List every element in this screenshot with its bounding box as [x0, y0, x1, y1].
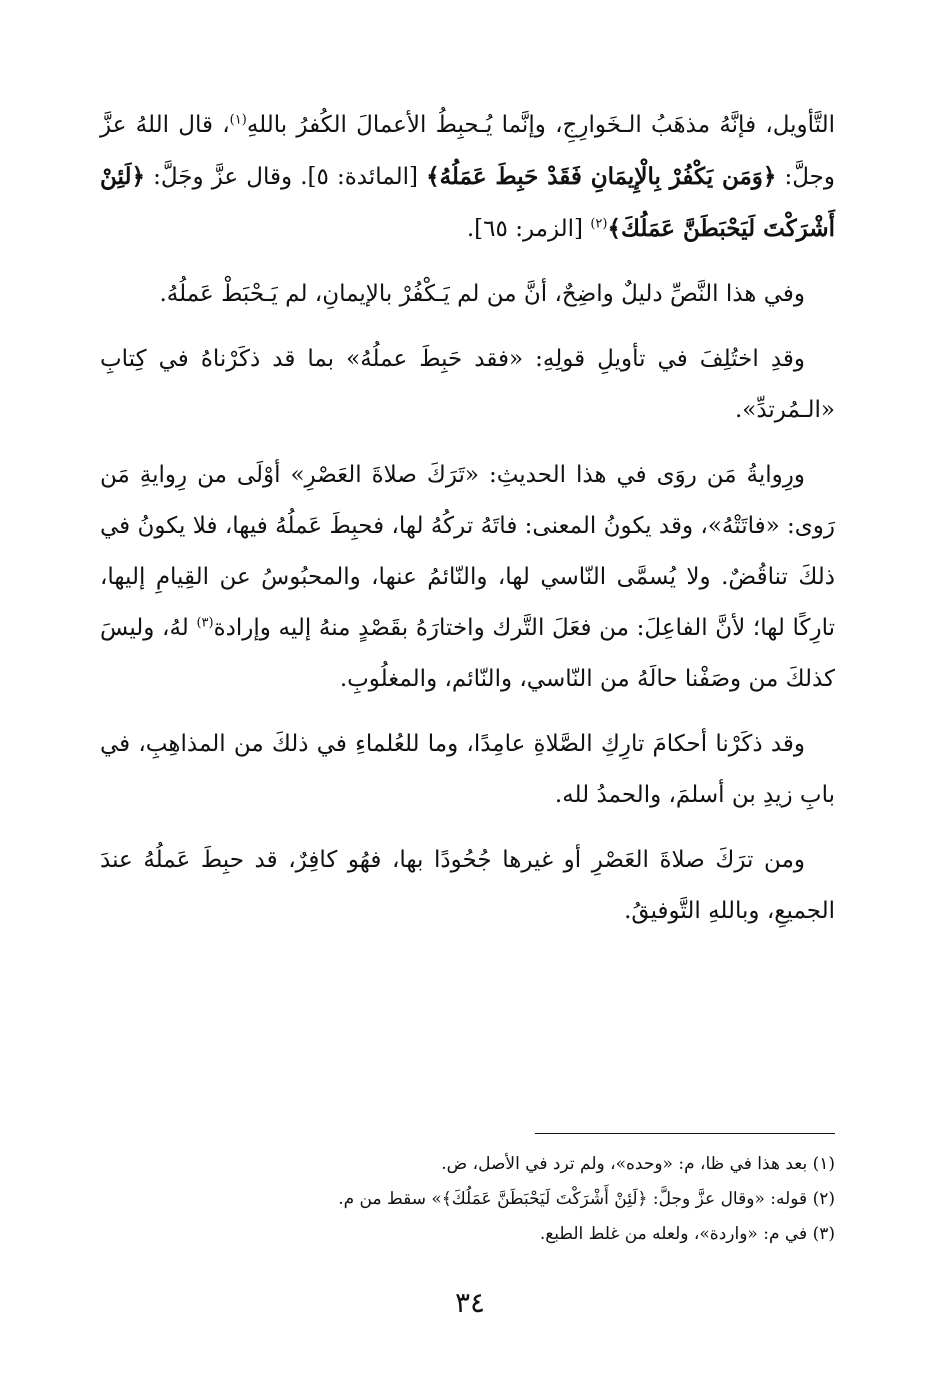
quran-verse-1: ﴿وَمَن يَكْفُرْ بِالْإِيمَانِ فَقَدْ حَبِطَ عَمَلُهُ﴾	[426, 163, 777, 190]
paragraph-4-text-cont: لهُ، وليسَ كذلكَ من وصَفْنا حالَهُ من النّاسي، والنّائم، والمغلُوبِ.	[100, 615, 835, 692]
paragraph-4-text: ورِوايةُ مَن روَى في هذا الحديثِ: «تَرَكَ صلاةَ العَصْرِ» أوْلَى من رِوايةِ مَن رَوى: «فاتَتْهُ»، وقد يكونُ المعنى: فاتَهُ تركُهُ لها، فحبِطَ عَملُهُ فيها، فلا يكونُ في ذلكَ تناقُضٌ. ولا يُسمَّى النّاسي لها، والنّائمُ عنها، والمحبُوسُ عن القِيامِ إليها، تارِكًا لها؛ لأنَّ الفاعِلَ: من فعَلَ التَّرك واختارَهُ بقَصْدٍ منهُ إليه وإرادة	[100, 462, 835, 641]
paragraph-6: ومن ترَكَ صلاةَ العَصْرِ أو غيرها جُحُودًا بها، فهُو كافِرٌ، قد حبِطَ عَملُهُ عندَ الجميعِ، وباللهِ التَّوفيقُ.	[100, 847, 835, 924]
footnote-divider	[535, 1133, 835, 1134]
footnotes	[100, 1152, 835, 1257]
paragraph-1	[100, 100, 835, 255]
footnote-ref-3: (٣)	[196, 615, 214, 631]
verse-reference-1: [المائدة: ٥]. وقال عزَّ وجَلَّ:	[144, 164, 427, 190]
paragraph-1-text-cont: ، قال اللهُ عزَّ وجلَّ:	[100, 112, 835, 190]
paragraph-4	[100, 450, 835, 705]
paragraph-2: وفي هذا النَّصِّ دليلٌ واضِحٌ، أنَّ من لم يَـكْفُرْ بالإيمانِ، لم يَـحْبَطْ عَملُهُ.	[159, 281, 805, 307]
paragraph-1-text: التَّأويل، فإنَّهُ مذهَبُ الـخَوارِجِ، وإنَّما يُـحبِطُ الأعمالَ الكُفرُ باللهِ	[246, 112, 836, 138]
footnote-ref-1: (١)	[229, 112, 247, 128]
verse-reference-2: [الزمر: ٦٥].	[466, 216, 591, 242]
footnote-3: (٣) في م: «واردة»، ولعله من غلط الطبع.	[539, 1224, 835, 1244]
main-text	[100, 100, 835, 951]
footnote-ref-2: (٢)	[590, 216, 608, 232]
paragraph-5: وقد ذكَرْنا أحكامَ تارِكِ الصَّلاةِ عامِدًا، وما للعُلماءِ في ذلكَ من المذاهِبِ، في بابِ زيدِ بن أسلمَ، والحمدُ لله.	[100, 731, 835, 808]
footnote-1: (١) بعد هذا في ظا، م: «وحده»، ولم ترد في الأصل، ض.	[441, 1154, 835, 1174]
footnote-2: (٢) قوله: «وقال عزَّ وجلَّ: ﴿لَئِنْ أَشْرَكْتَ لَيَحْبَطَنَّ عَمَلُكَ﴾» سقط من م.	[338, 1189, 835, 1209]
quran-verse-2: ﴿لَئِنْ أَشْرَكْتَ لَيَحْبَطَنَّ عَمَلُكَ﴾	[100, 163, 835, 242]
paragraph-3: وقدِ اختُلِفَ في تأويلِ قولِهِ: «فقد حَبِطَ عملُهُ» بما قد ذكَرْناهُ في كِتابِ «الـمُرتدِّ».	[100, 346, 835, 423]
page-number: ٣٤	[454, 1286, 486, 1319]
